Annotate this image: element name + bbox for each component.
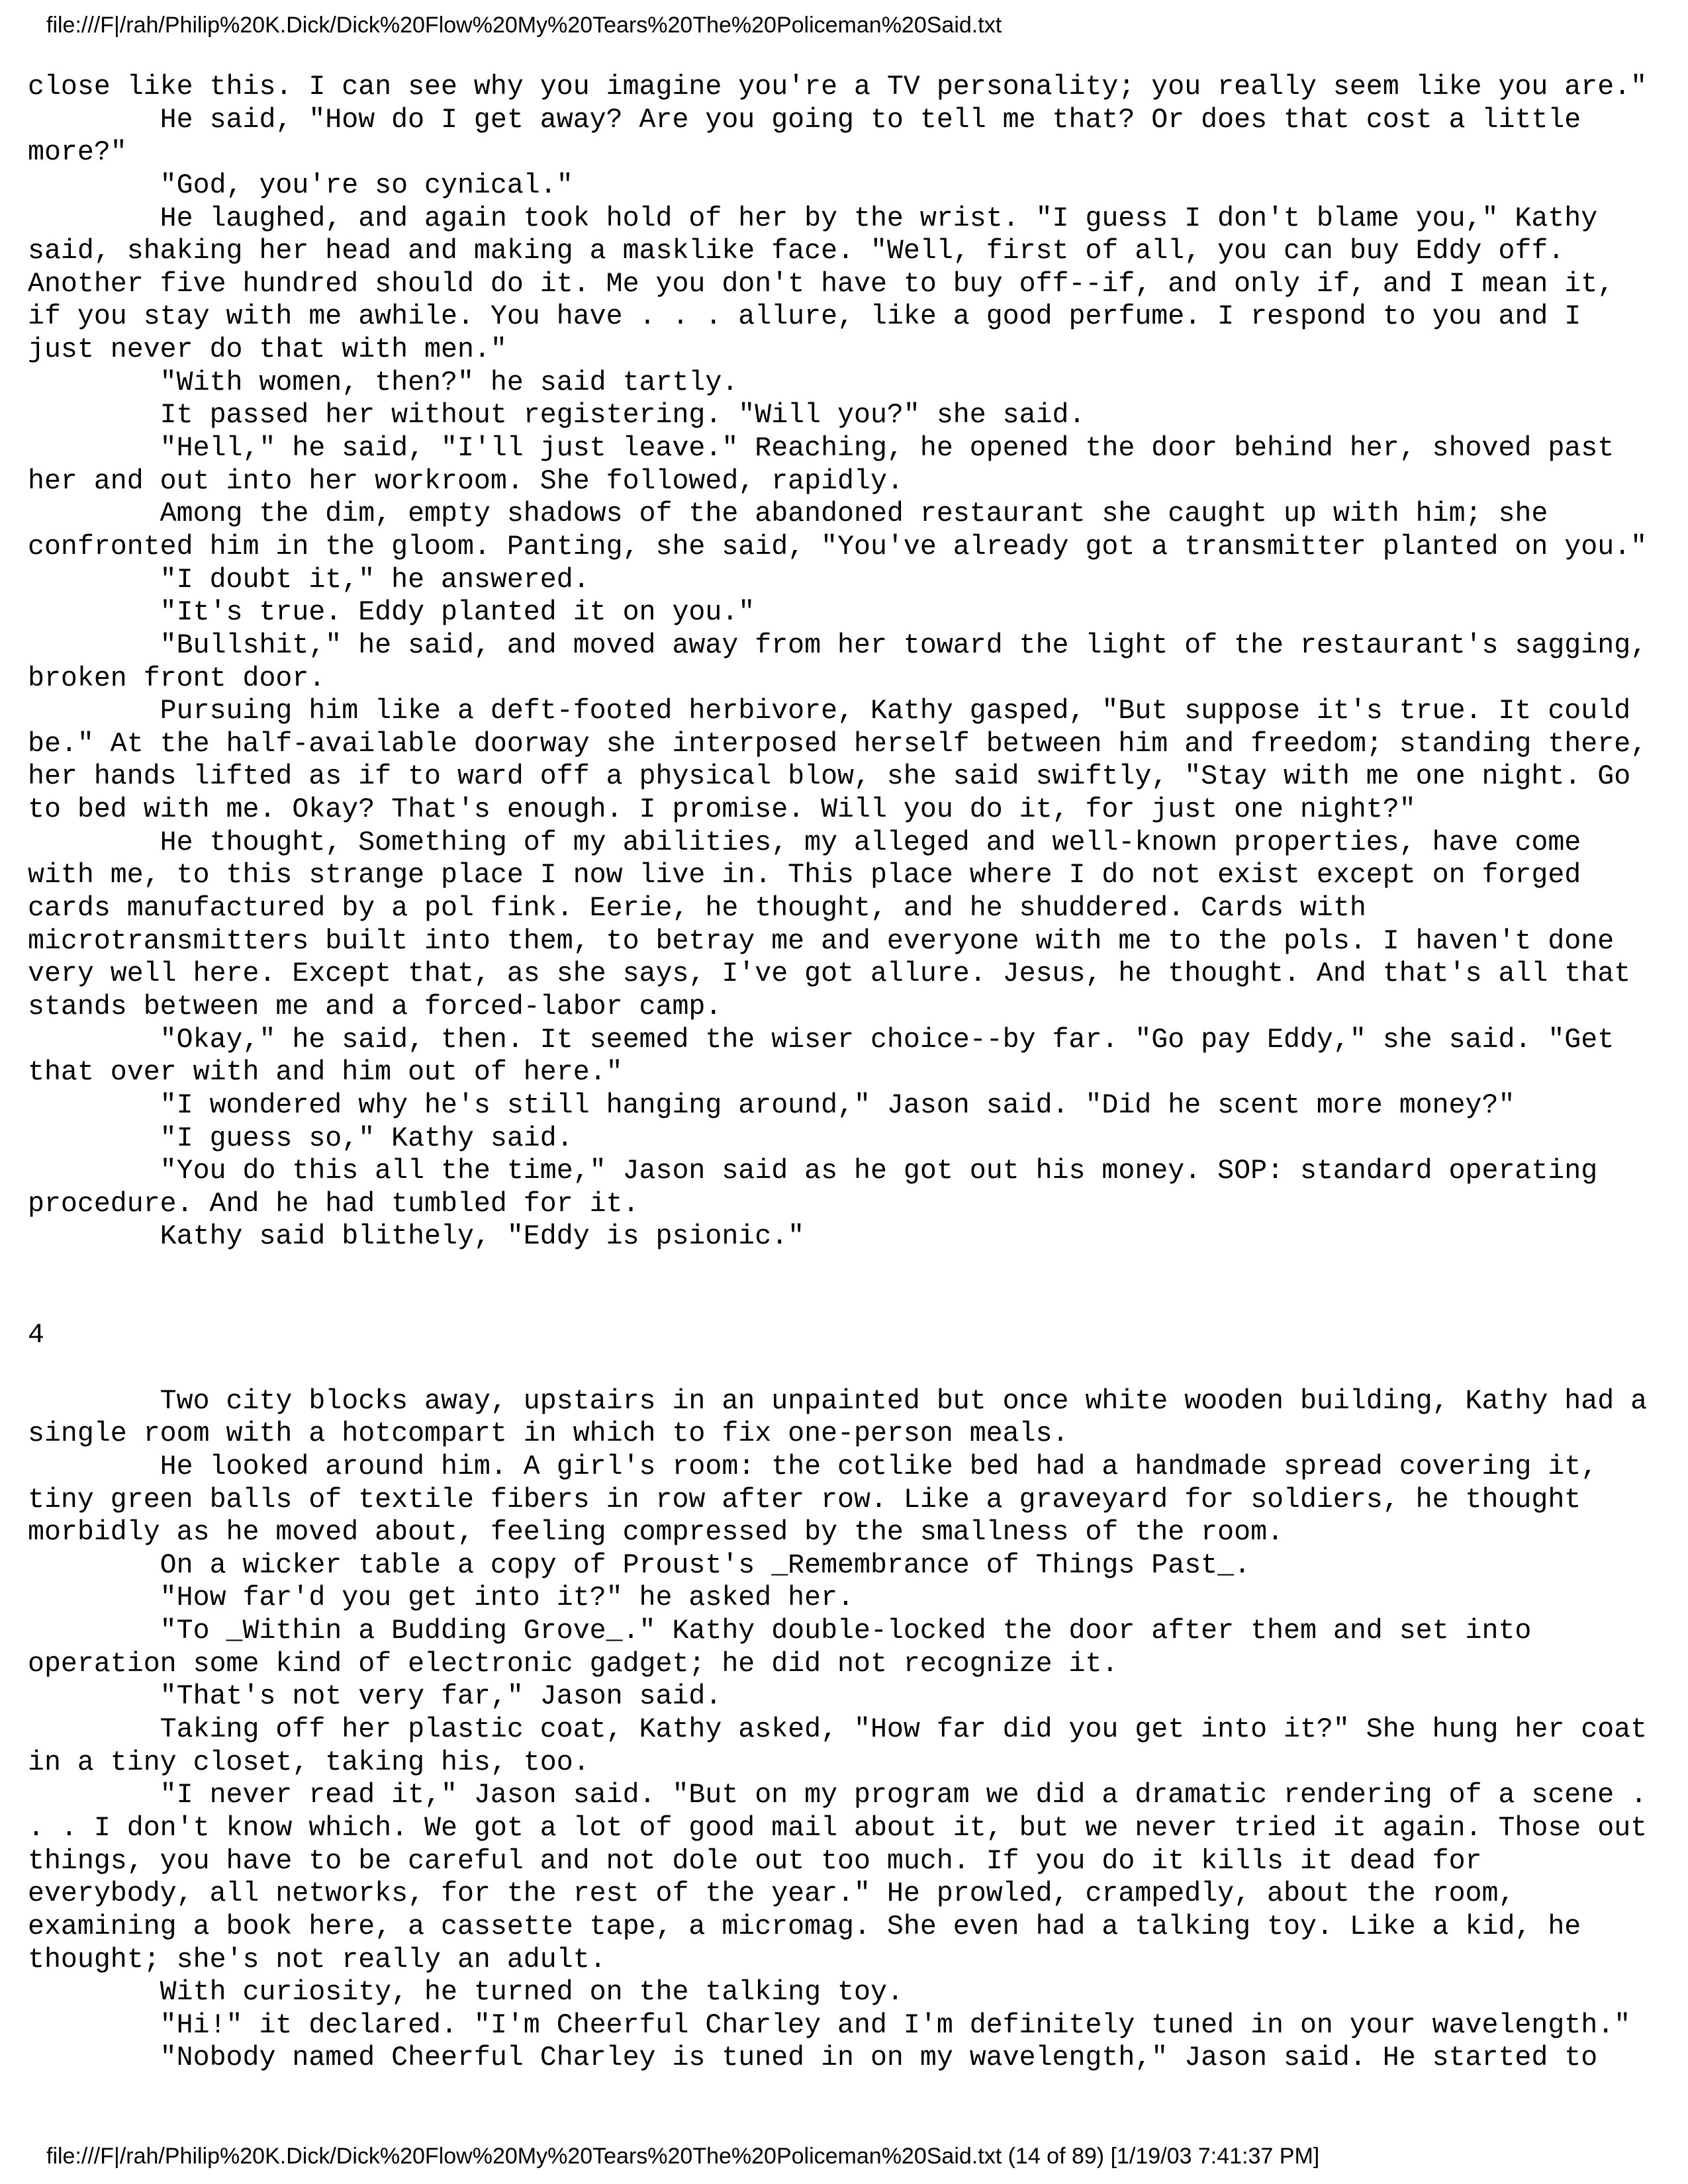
text-line: to bed with me. Okay? That's enough. I promise. Will you do it, for just one night?"	[28, 794, 1416, 826]
text-line: confronted him in the gloom. Panting, she said, "You've already got a transmitter planted on you."	[28, 531, 1648, 563]
text-line: cards manufactured by a pol fink. Eerie, he thought, and he shuddered. Cards with	[28, 893, 1366, 925]
text-line: examining a book here, a cassette tape, a micromag. She even had a talking toy. Like a kid, he	[28, 1911, 1581, 1942]
document-text	[28, 71, 1663, 2075]
text-line: thought; she's not really an adult.	[28, 1944, 606, 1976]
text-line: He thought, Something of my abilities, my alleged and well-known properties, have come	[28, 827, 1581, 858]
text-line: Pursuing him like a deft-footed herbivore, Kathy gasped, "But suppose it's true. It could	[28, 696, 1631, 727]
text-line: "Bullshit," he said, and moved away from her toward the light of the restaurant's sagging,	[28, 629, 1648, 661]
text-line: stands between me and a forced-labor camp.	[28, 991, 722, 1023]
text-line: with me, to this strange place I now live in. This place where I do not exist except on forged	[28, 860, 1581, 891]
text-line: Among the dim, empty shadows of the abandoned restaurant she caught up with him; she	[28, 498, 1548, 530]
browser-footer-info: file:///F|/rah/Philip%20K.Dick/Dick%20Flow%20My%20Tears%20The%20Policeman%20Said.txt (14 of 89) [1/19/03 7:41:37 PM]	[46, 2144, 1320, 2169]
text-line	[28, 1287, 1663, 1320]
text-line: "God, you're so cynical."	[28, 169, 573, 201]
text-line: "I doubt it," he answered.	[28, 564, 590, 596]
text-line: "With women, then?" he said tartly.	[28, 367, 739, 398]
text-line: operation some kind of electronic gadget; he did not recognize it.	[28, 1648, 1119, 1680]
text-line: morbidly as he moved about, feeling compressed by the smallness of the room.	[28, 1517, 1284, 1549]
text-line	[28, 1352, 1663, 1385]
text-line: 4	[28, 1320, 44, 1351]
text-line: On a wicker table a copy of Proust's _Remembrance of Things Past_.	[28, 1549, 1251, 1581]
text-line: broken front door.	[28, 662, 326, 694]
text-line: single room with a hotcompart in which to fix one-person meals.	[28, 1418, 1069, 1450]
text-line: "I wondered why he's still hanging around," Jason said. "Did he scent more money?"	[28, 1089, 1515, 1121]
text-line: "How far'd you get into it?" he asked her.	[28, 1582, 855, 1614]
text-line: He said, "How do I get away? Are you going to tell me that? Or does that cost a little	[28, 104, 1581, 136]
text-line: "To _Within a Budding Grove_." Kathy double-locked the door after them and set into	[28, 1615, 1532, 1647]
text-line: just never do that with men."	[28, 334, 507, 366]
text-line: her and out into her workroom. She followed, rapidly.	[28, 465, 904, 497]
text-line	[28, 1253, 1663, 1287]
text-line: if you stay with me awhile. You have . . . allure, like a good perfume. I respond to you and I	[28, 301, 1581, 333]
text-line: Another five hundred should do it. Me you don't have to buy off--if, and only if, and I mean it,	[28, 268, 1615, 300]
text-line: . . I don't know which. We got a lot of good mail about it, but we never tried it again. Those out	[28, 1812, 1648, 1844]
text-line: that over with and him out of here."	[28, 1057, 623, 1089]
text-line: everybody, all networks, for the rest of the year." He prowled, crampedly, about the room,	[28, 1878, 1515, 1910]
text-line: It passed her without registering. "Will you?" she said.	[28, 400, 1086, 432]
text-line: "I never read it," Jason said. "But on my program we did a dramatic rendering of a scene .	[28, 1780, 1648, 1811]
text-line: He laughed, and again took hold of her by the wrist. "I guess I don't blame you," Kathy	[28, 203, 1598, 234]
text-line: said, shaking her head and making a masklike face. "Well, first of all, you can buy Eddy off.	[28, 236, 1565, 267]
text-line: "I guess so," Kathy said.	[28, 1122, 573, 1154]
text-line: be." At the half-available doorway she interposed herself between him and freedom; standing there,	[28, 728, 1648, 760]
text-line: more?"	[28, 137, 127, 169]
text-line: things, you have to be careful and not dole out too much. If you do it kills it dead for	[28, 1845, 1482, 1877]
text-line: microtransmitters built into them, to betray me and everyone with me to the pols. I haven't done	[28, 925, 1615, 957]
text-line: With curiosity, he turned on the talking toy.	[28, 1977, 904, 2009]
text-line: Two city blocks away, upstairs in an unpainted but once white wooden building, Kathy had a	[28, 1385, 1648, 1417]
text-line: procedure. And he had tumbled for it.	[28, 1188, 639, 1220]
text-line: very well here. Except that, as she says, I've got allure. Jesus, he thought. And that's all that	[28, 958, 1631, 990]
text-line: in a tiny closet, taking his, too.	[28, 1747, 590, 1778]
text-line: "That's not very far," Jason said.	[28, 1681, 722, 1713]
text-line: Taking off her plastic coat, Kathy asked, "How far did you get into it?" She hung her coat	[28, 1714, 1648, 1746]
text-line: "Nobody named Cheerful Charley is tuned in on my wavelength," Jason said. He started to	[28, 2042, 1598, 2074]
text-line: "It's true. Eddy planted it on you."	[28, 597, 755, 629]
text-line: tiny green balls of textile fibers in row after row. Like a graveyard for soldiers, he thought	[28, 1484, 1581, 1516]
text-line: Kathy said blithely, "Eddy is psionic."	[28, 1221, 805, 1253]
browser-header-url: file:///F|/rah/Philip%20K.Dick/Dick%20Flow%20My%20Tears%20The%20Policeman%20Said.txt	[46, 13, 1002, 38]
text-line: "Okay," he said, then. It seemed the wiser choice--by far. "Go pay Eddy," she said. "Get	[28, 1024, 1615, 1056]
text-line: "Hell," he said, "I'll just leave." Reaching, he opened the door behind her, shoved past	[28, 433, 1615, 465]
text-line: He looked around him. A girl's room: the cotlike bed had a handmade spread covering it,	[28, 1451, 1598, 1482]
text-line: "Hi!" it declared. "I'm Cheerful Charley and I'm definitely tuned in on your wavelength."	[28, 2009, 1631, 2041]
text-line: "You do this all the time," Jason said as he got out his money. SOP: standard operating	[28, 1156, 1598, 1187]
text-line: her hands lifted as if to ward off a physical blow, she said swiftly, "Stay with me one night. Go	[28, 761, 1631, 793]
text-line: close like this. I can see why you imagine you're a TV personality; you really seem like you are."	[28, 71, 1648, 103]
